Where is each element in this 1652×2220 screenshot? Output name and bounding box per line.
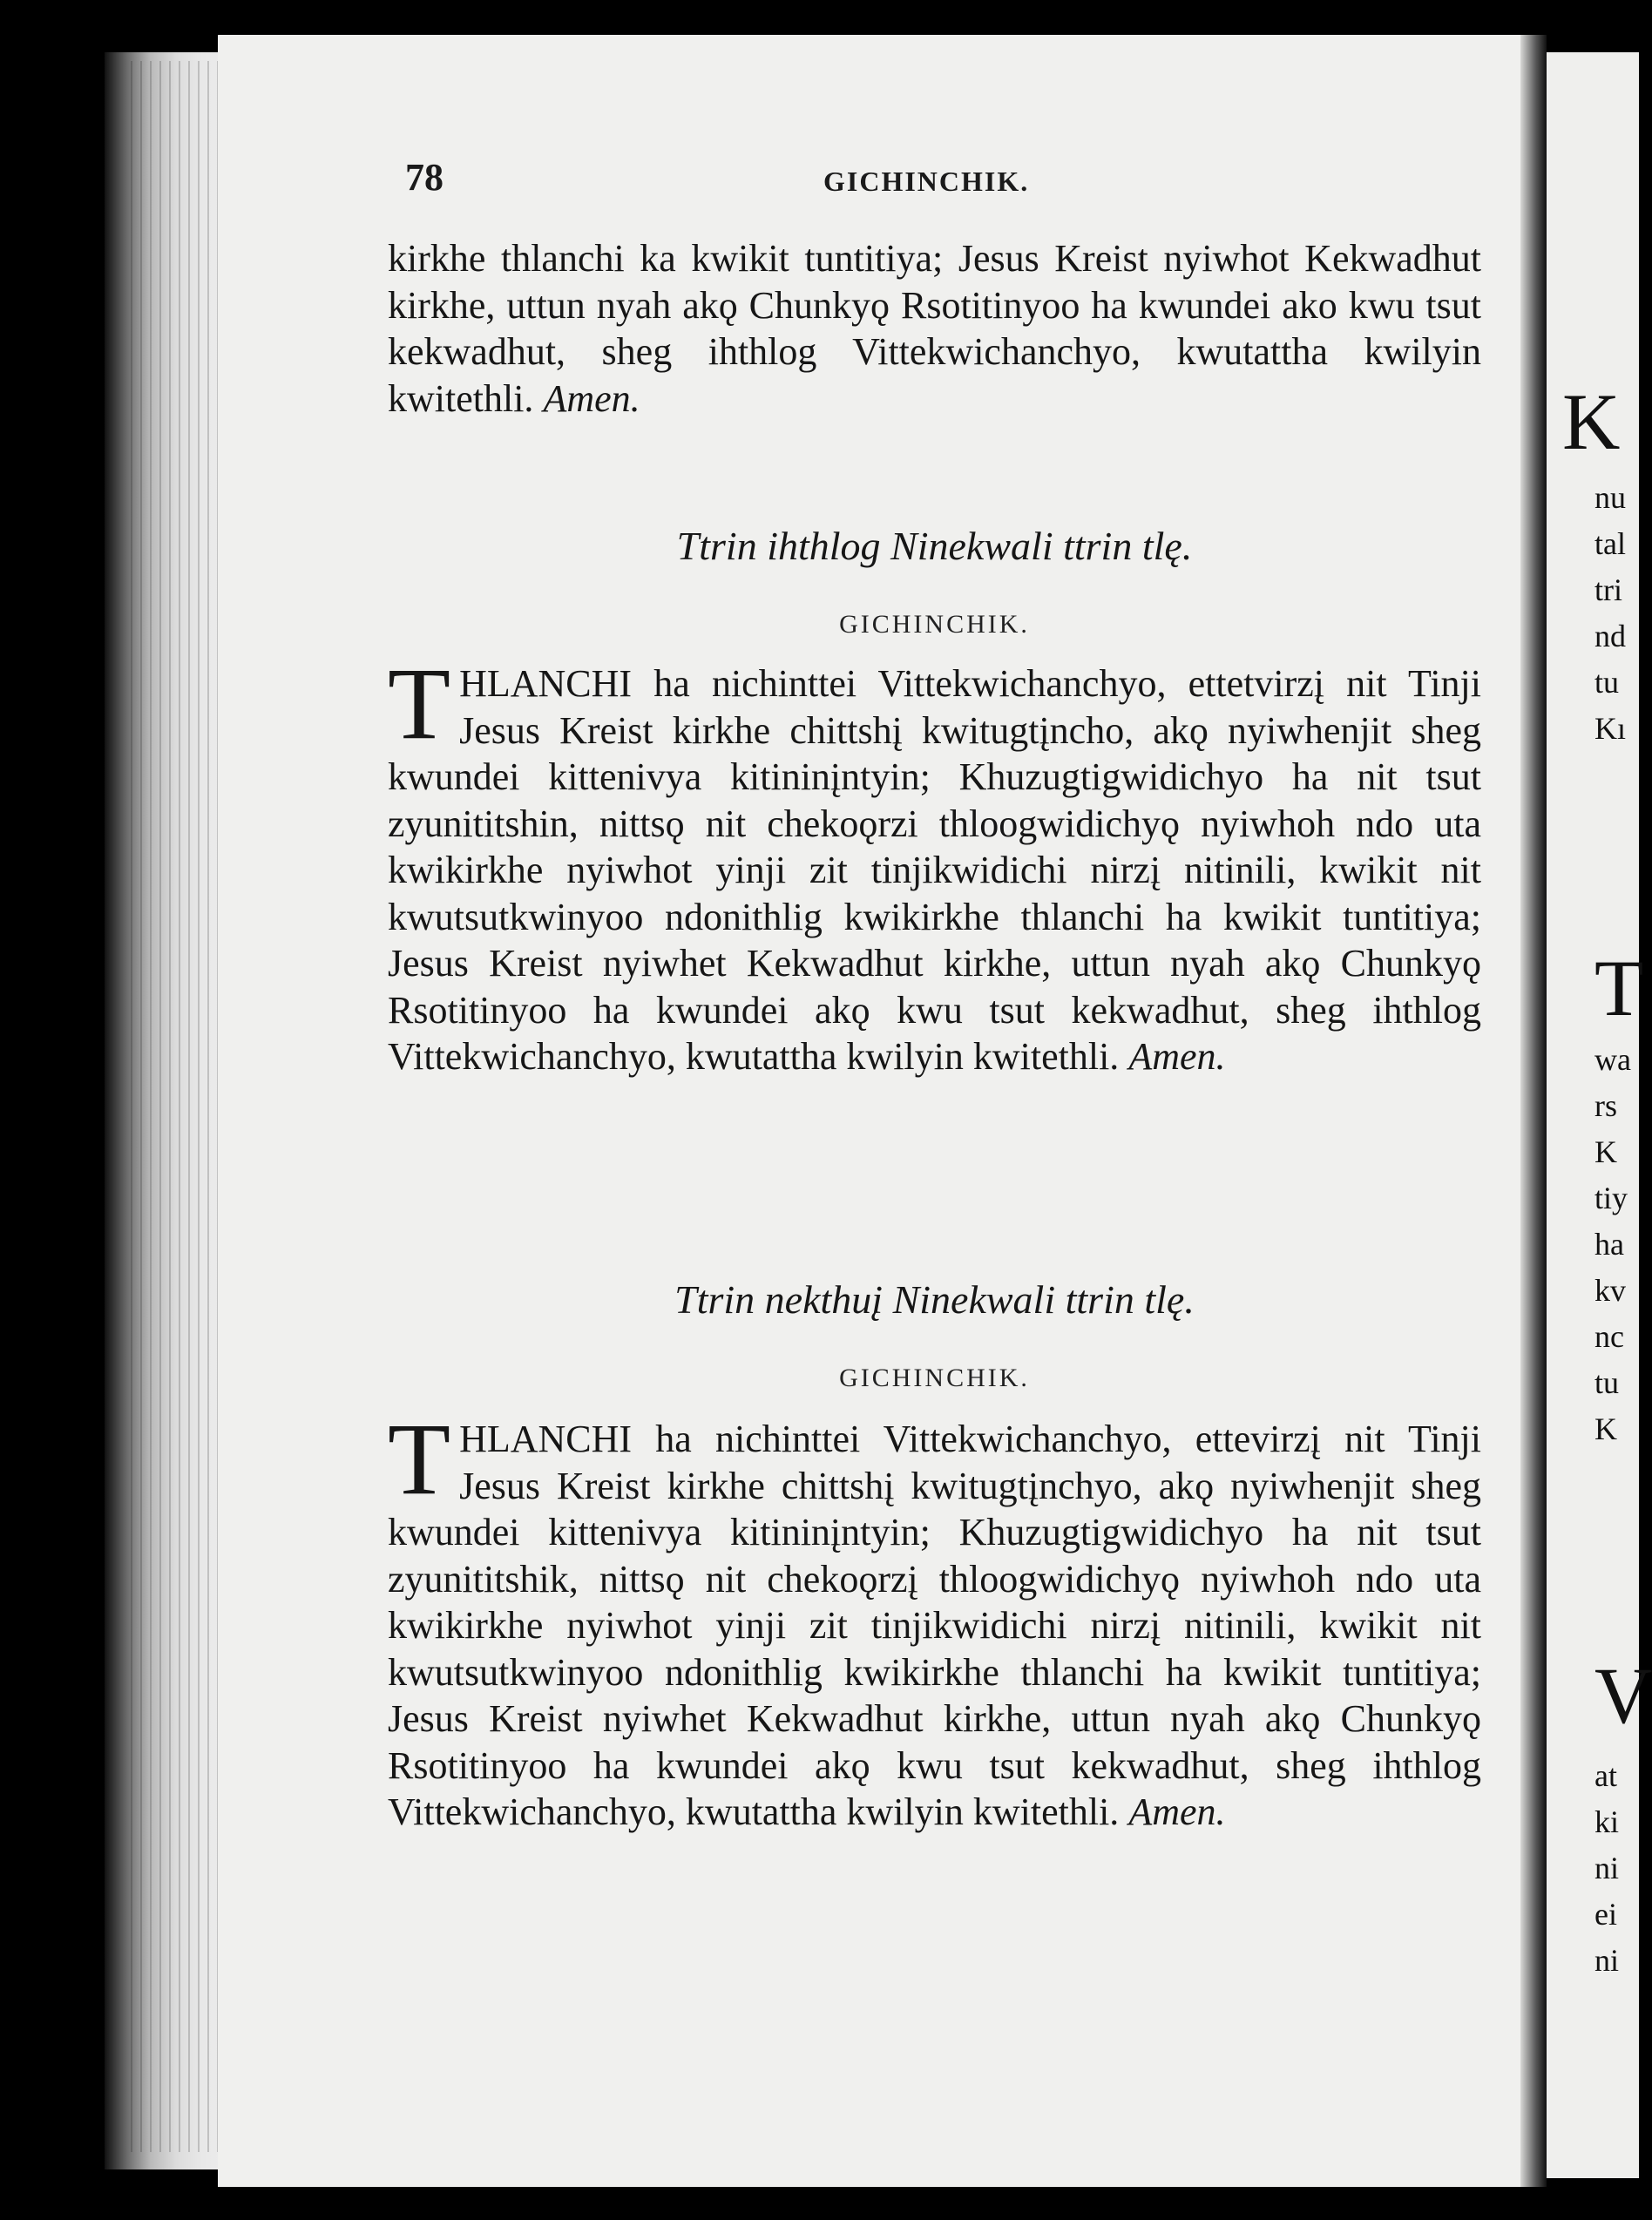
amen-closing: Amen. [1128,1790,1226,1833]
drop-cap: T [388,646,451,761]
next-page-fragment: T [1594,944,1644,1032]
next-page-fragment: nu [1594,480,1626,515]
section-subtitle: GICHINCHIK. [839,610,1030,639]
prayer-text: HLANCHI ha nichinttei Vittekwichanchyo, ettetvirzį nit Tinji Jesus Kreist kirkhe chittshį kwitugtįncho, akǫ nyiwhenjit sheg kwundei kittenivya kitininįntyin; Khuzugtigwidichyo ha nit tsut zyunititshin, nittsǫ nit chekoǫrzi thloogwidichyǫ nyiwhoh ndo uta kwikirkhe nyiwhot yinji zit tinjikwidichi nirzį nitinili, kwikit nit kwutsutkwinyoo ndonithlig kwikirkhe thlanchi ha kwikit tuntitiya; Jesus Kreist nyiwhet Kekwadhut kirkhe, uttun nyah akǫ Chunkyǫ Rsotitinyoo ha kwundei akǫ kwu tsut kekwadhut, sheg ihthlog Vittekwichanchyo, kwutattha kwilyin kwitethli. [388,662,1481,1078]
next-page-fragment: K [1594,1411,1617,1446]
next-page-fragment: nd [1594,619,1626,653]
prayer-text: HLANCHI ha nichinttei Vittekwichanchyo, ettevirzį nit Tinji Jesus Kreist kirkhe chittshį kwitugtįnchyo, akǫ nyiwhenjit sheg kwundei kittenivya kitininįntyin; Khuzugtigwidichyo ha nit tsut zyunititshik, nittsǫ nit chekoǫrzį thloogwidichyǫ nyiwhoh ndo uta kwikirkhe nyiwhot yinji zit tinjikwidichi nirzį nitinili, kwikit nit kwutsutkwinyoo ndonithlig kwikirkhe thlanchi ha kwikit tuntitiya; Jesus Kreist nyiwhet Kekwadhut kirkhe, uttun nyah akǫ Chunkyǫ Rsotitinyoo ha kwundei akǫ kwu tsut kekwadhut, sheg ihthlog Vittekwichanchyo, kwutattha kwilyin kwitethli. [388,1418,1481,1833]
next-page-fragment: wa [1594,1042,1631,1077]
page-gutter [1520,35,1547,2187]
next-page-fragment: tal [1594,526,1626,561]
section-subtitle: GICHINCHIK. [839,1364,1030,1392]
section-title: Ttrin ihthlog Ninekwali ttrin tlę. [676,524,1193,568]
next-page-fragment: ei [1594,1897,1617,1932]
next-page-fragment: V [1594,1651,1652,1740]
next-page-fragment: tu [1594,665,1620,700]
amen-closing: Amen. [543,376,640,420]
next-page-fragment: Kı [1594,711,1626,746]
next-page-sliver [1547,52,1652,2178]
continuation-paragraph [388,235,1481,422]
section-title: Ttrin nekthuį Ninekwali ttrin tlę. [674,1277,1195,1322]
running-head: GICHINCHIK. [823,166,1030,197]
drop-cap: T [388,1402,451,1516]
prayer-paragraph [388,1402,1481,1836]
next-page-fragment: tu [1594,1365,1620,1400]
next-page-fragment: at [1594,1758,1617,1793]
page-edge-lines [131,61,218,2152]
prayer-paragraph [388,646,1481,1080]
next-page-fragment: kv [1594,1273,1626,1308]
amen-closing: Amen. [1128,1035,1226,1078]
next-page-fragment: rs [1594,1088,1617,1123]
next-page-fragment: tiy [1594,1181,1628,1215]
page-number: 78 [405,156,443,199]
next-page-fragment: ni [1594,1851,1620,1885]
page-header [405,155,1085,199]
next-page-fragment: K [1562,377,1621,466]
next-page-fragment: K [1594,1134,1617,1169]
next-page-fragment: ki [1594,1804,1620,1839]
next-page-fragment: nc [1594,1319,1624,1354]
continuation-text: kirkhe thlanchi ka kwikit tuntitiya; Jesus Kreist nyiwhot Kekwadhut kirkhe, uttun nyah akǫ Chunkyǫ Rsotitinyoo ha kwundei ako kwu tsut kekwadhut, sheg ihthlog Vittekwichanchyo, kwutattha kwilyin kwitethli. [388,237,1481,420]
next-page-fragment: ni [1594,1943,1620,1978]
next-page-fragment: tri [1594,572,1622,607]
next-page-fragment: ha [1594,1227,1624,1262]
